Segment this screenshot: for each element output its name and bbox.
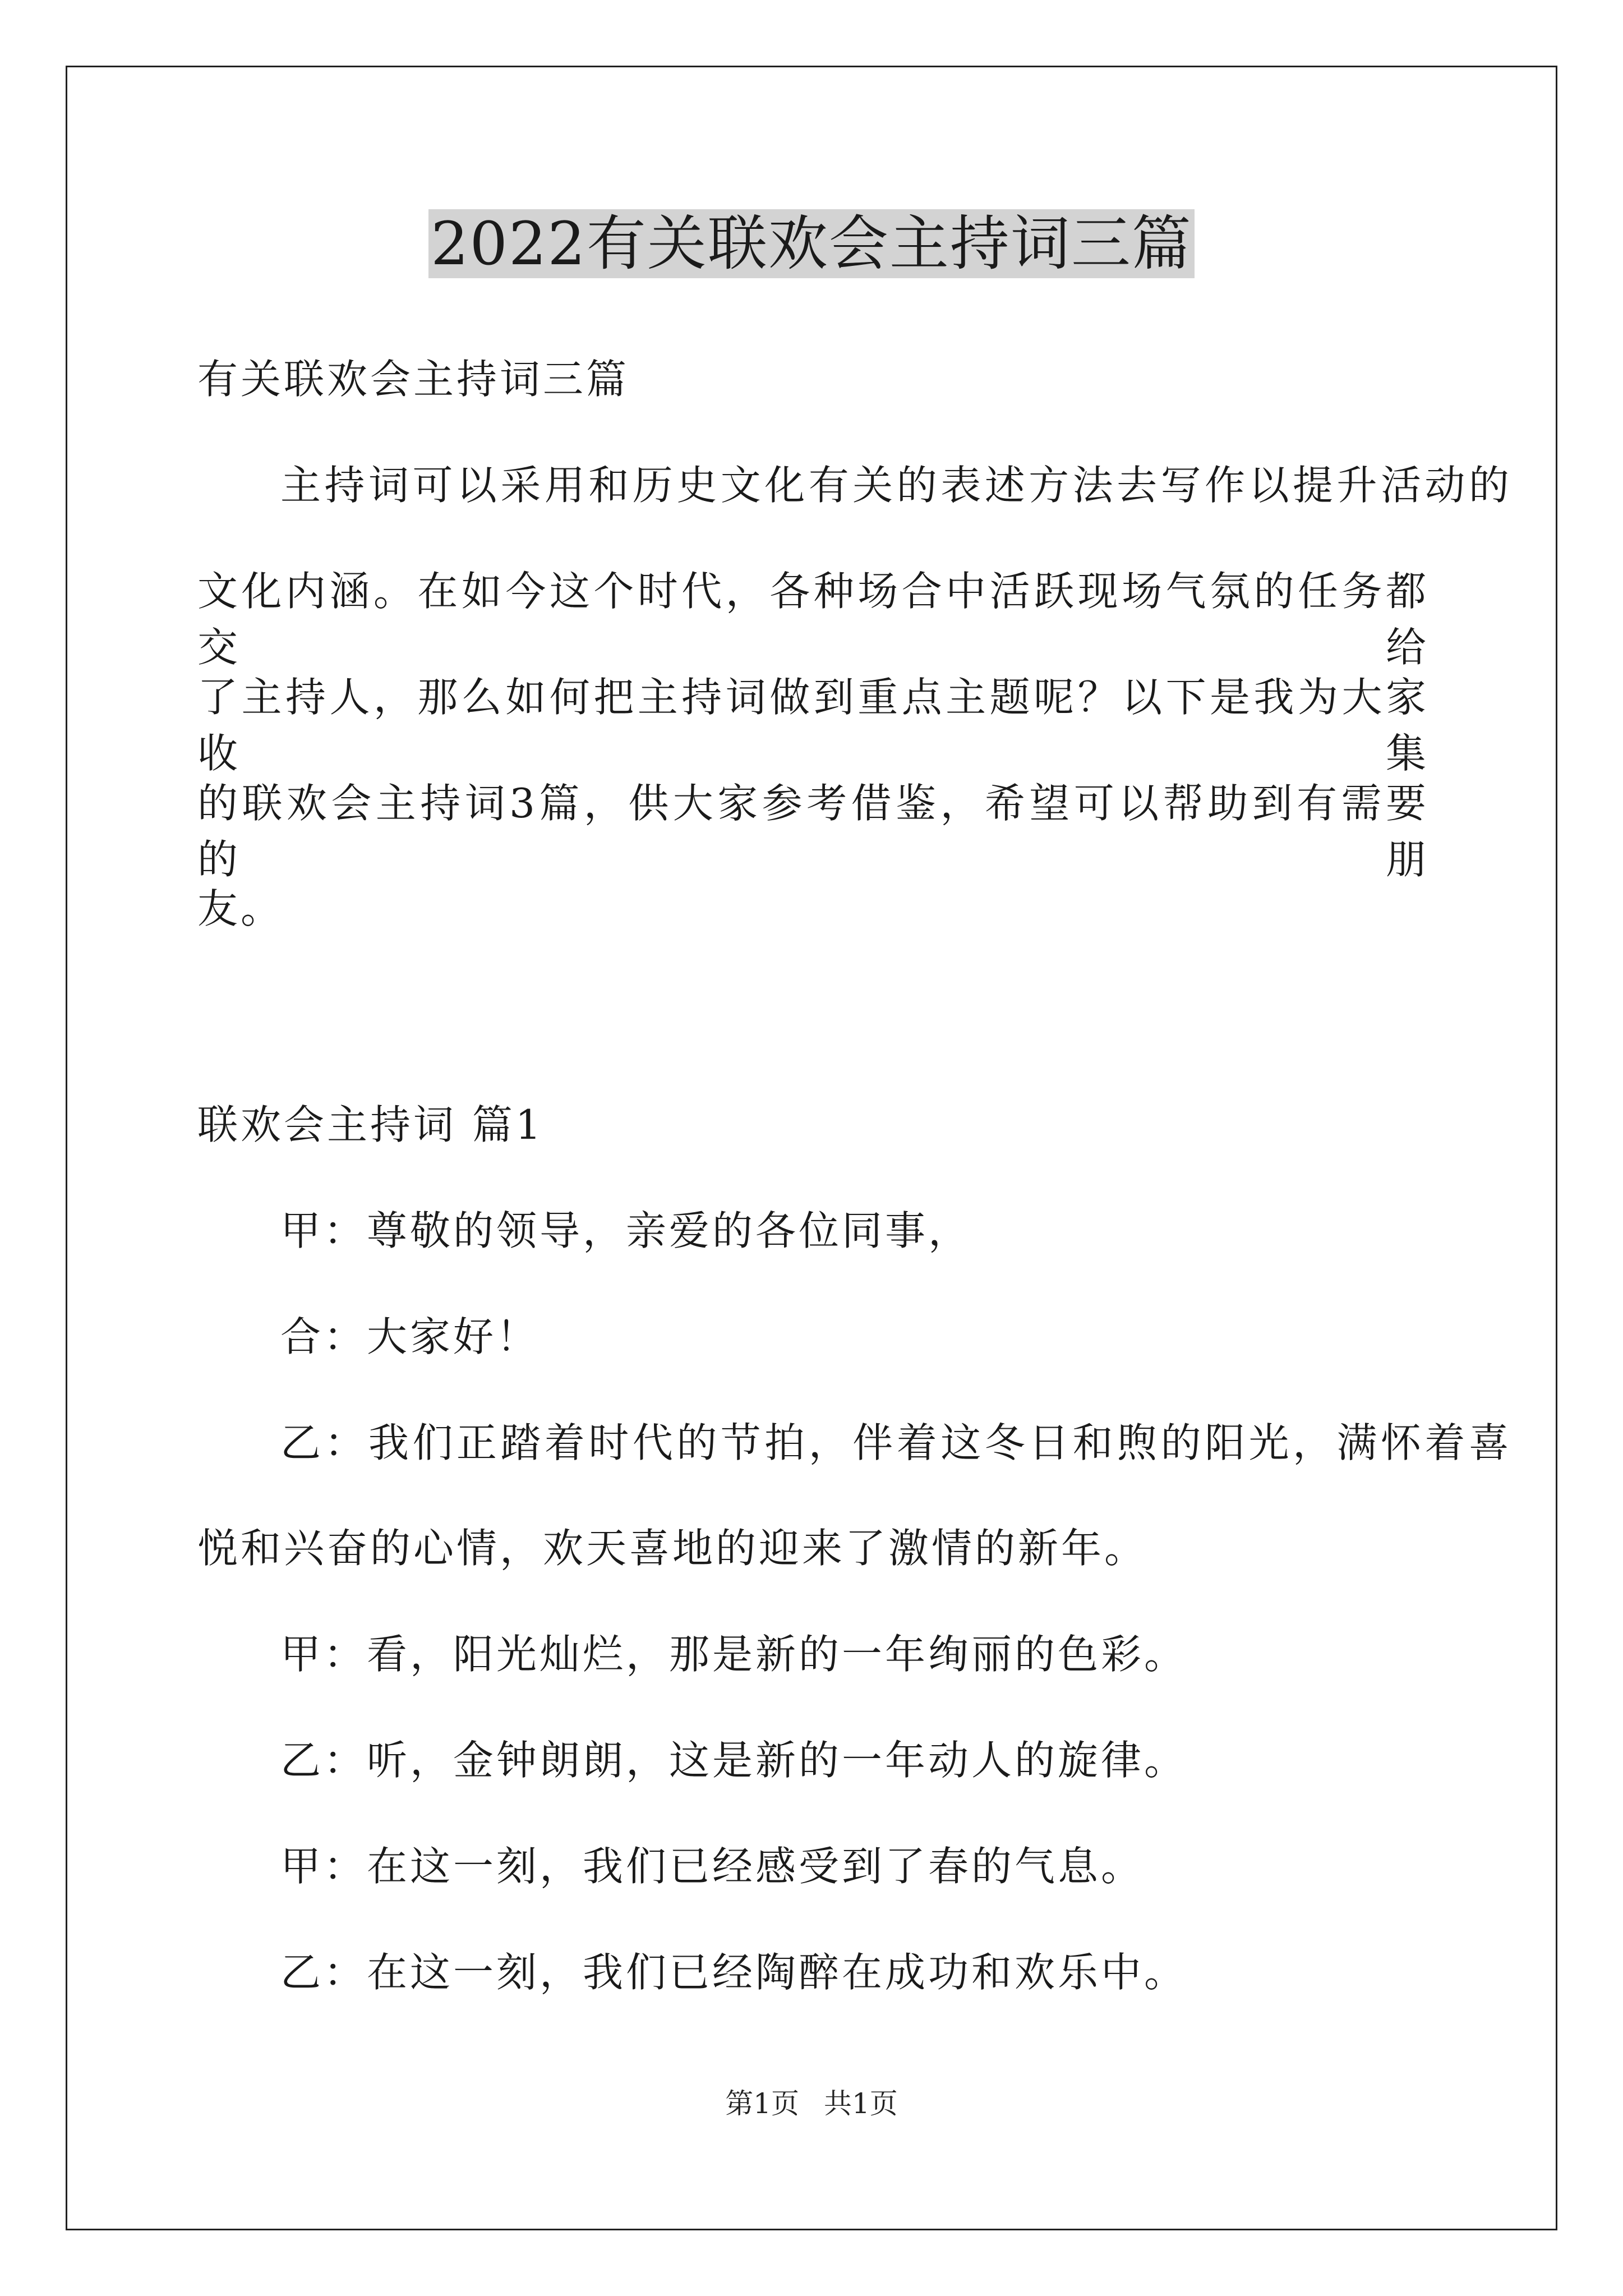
intro-line: 文化内涵。在如今这个时代，各种场合中活跃现场气氛的任务都交给	[197, 568, 1429, 671]
dialogue-line: 甲：看，阳光灿烂，那是新的一年绚丽的色彩。	[280, 1631, 1188, 1678]
document-title	[0, 202, 1623, 286]
page-number-total: 共1页	[824, 2087, 898, 2120]
dialogue-line: 合：大家好！	[280, 1313, 540, 1360]
intro-line: 主持词可以采用和历史文化有关的表述方法去写作以提升活动的	[280, 462, 1512, 509]
dialogue-line: 悦和兴奋的心情，欢天喜地的迎来了激情的新年。	[197, 1525, 1148, 1572]
document-title-text: 2022有关联欢会主持词三篇	[428, 209, 1195, 278]
intro-line: 友。	[197, 885, 284, 932]
dialogue-line: 乙：听，金钟朗朗，这是新的一年动人的旋律。	[280, 1737, 1188, 1784]
dialogue-line: 乙：我们正踏着时代的节拍，伴着这冬日和煦的阳光，满怀着喜	[280, 1419, 1512, 1466]
section-heading: 联欢会主持词 篇1	[197, 1101, 544, 1148]
subtitle: 有关联欢会主持词三篇	[197, 356, 630, 403]
dialogue-line: 甲：尊敬的领导，亲爱的各位同事，	[280, 1207, 972, 1254]
page-footer	[0, 2084, 1623, 2123]
page-number-current: 第1页	[725, 2087, 799, 2120]
dialogue-line: 乙：在这一刻，我们已经陶醉在成功和欢乐中。	[280, 1949, 1188, 1996]
intro-line: 了主持人，那么如何把主持词做到重点主题呢？以下是我为大家收集	[197, 674, 1429, 777]
intro-line: 的联欢会主持词3篇，供大家参考借鉴，希望可以帮助到有需要的朋	[197, 780, 1429, 883]
dialogue-line: 甲：在这一刻，我们已经感受到了春的气息。	[280, 1843, 1145, 1890]
